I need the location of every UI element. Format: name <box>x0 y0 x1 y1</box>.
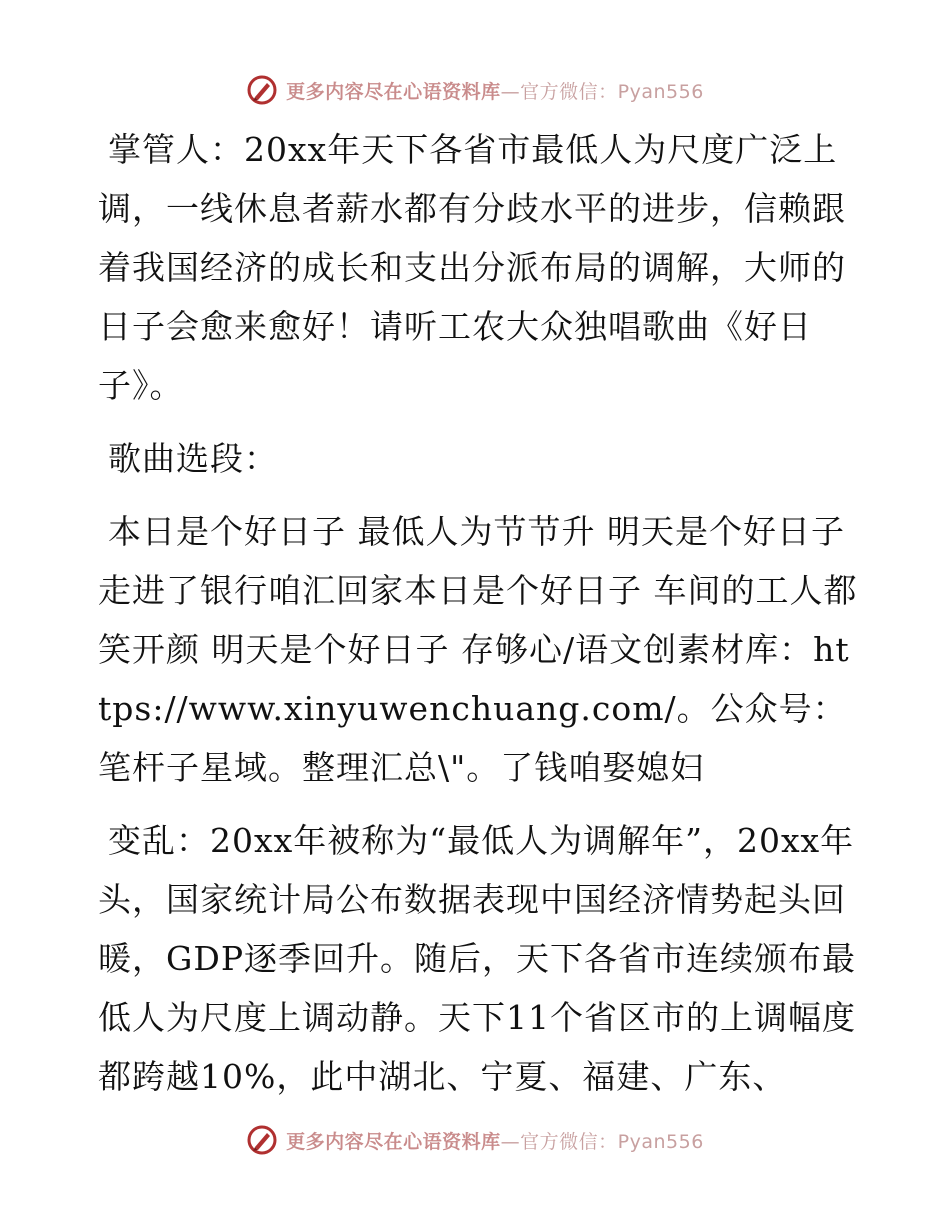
banner-text <box>286 1127 704 1154</box>
paragraph-song-heading: 歌曲选段： <box>108 439 278 478</box>
banner-wechat: 官方微信：Pyan556 <box>520 1130 704 1153</box>
header-banner <box>0 70 950 110</box>
banner-separator: — <box>500 1130 521 1153</box>
banner-wechat: 官方微信：Pyan556 <box>520 80 704 103</box>
pen-logo-icon <box>246 1124 278 1156</box>
footer-banner <box>0 1120 950 1160</box>
banner-text <box>286 77 704 104</box>
paragraph-intro: 掌管人：20xx年天下各省市最低人为尺度广泛上调，一线休息者薪水都有分歧水平的进步，信赖跟着我国经济的成长和支出分派布局的调解，大师的日子会愈来愈好！请听工农大众独唱歌曲《好日子》。 <box>98 130 846 405</box>
document-body <box>98 120 858 1120</box>
paragraph-song-lyrics: 本日是个好日子 最低人为节节升 明天是个好日子 走进了银行咱汇回家本日是个好日子 车间的工人都笑开颜 明天是个好日子 存够心/语文创素材库：https://www.xinyuwenchuang.com/。公众号：笔杆子星域。整理汇总\"。了钱咱娶媳妇 <box>98 512 858 787</box>
paragraph-event: 变乱：20xx年被称为“最低人为调解年”，20xx年头，国家统计局公布数据表现中国经济情势起头回暖，GDP逐季回升。随后，天下各省市连续颁布最低人为尺度上调动静。天下11个省区市的上调幅度都跨越10%，此中湖北、宁夏、福建、广东、 <box>98 821 857 1096</box>
banner-brand: 更多内容尽在心语资料库 <box>286 1130 501 1153</box>
banner-brand: 更多内容尽在心语资料库 <box>286 80 501 103</box>
banner-separator: — <box>500 80 521 103</box>
pen-logo-icon <box>246 74 278 106</box>
